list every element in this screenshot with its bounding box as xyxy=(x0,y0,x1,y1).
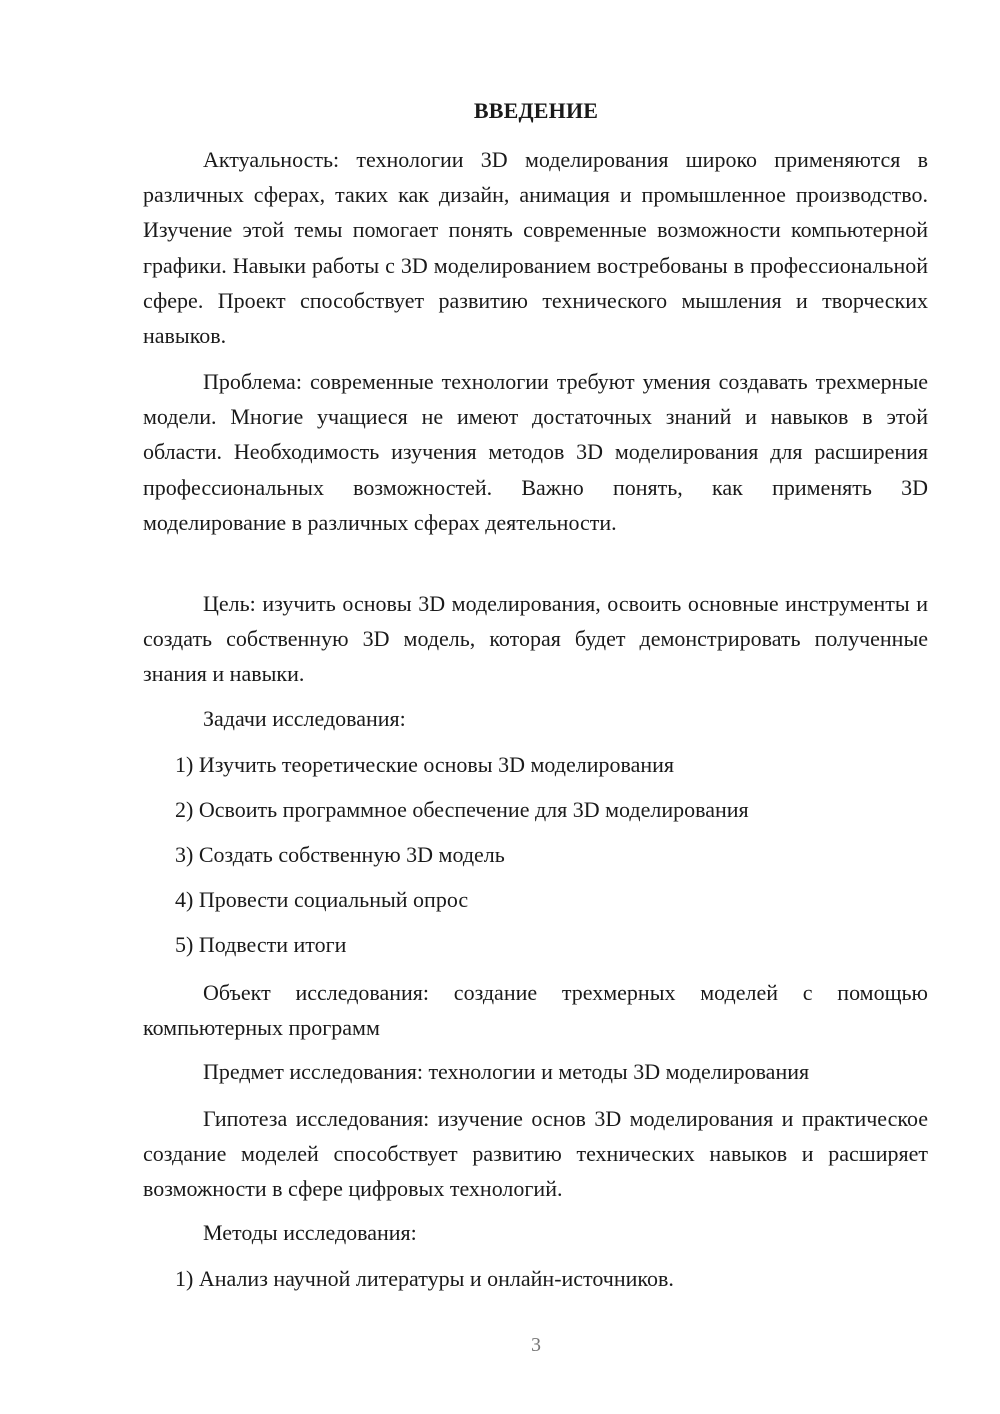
section-heading: ВВЕДЕНИЕ xyxy=(473,98,599,123)
task-item-5: 5) Подвести итоги xyxy=(175,932,347,957)
relevance-paragraph xyxy=(143,142,928,353)
object-text: Объект исследования: создание трехмерных моделей с помощью компьютерных программ xyxy=(143,980,928,1041)
problem-text: Проблема: современные технологии требуют умения создавать трехмерные модели. Многие учащиеся не имеют достаточных знаний и навыков в этой области. Необходимость изучения методов 3D моделирования для расширения профессиональных возможностей. Важно понять, как применять 3D моделирование в различных сферах деятельности. xyxy=(143,369,928,535)
tasks-title: Задачи исследования: xyxy=(203,706,406,731)
goal-text: Цель: изучить основы 3D моделирования, освоить основные инструменты и создать собственную 3D модель, которая будет демонстрировать полученные знания и навыки. xyxy=(143,591,928,687)
hypothesis-paragraph xyxy=(143,1101,928,1207)
object-paragraph xyxy=(143,975,928,1045)
task-item-3: 3) Создать собственную 3D модель xyxy=(175,842,505,867)
methods-title: Методы исследования: xyxy=(203,1220,417,1245)
subject-line: Предмет исследования: технологии и методы 3D моделирования xyxy=(203,1059,810,1084)
page-number: 3 xyxy=(531,1334,541,1356)
hypothesis-text: Гипотеза исследования: изучение основ 3D моделирования и практическое создание моделей способствует развитию технических навыков и расширяет возможности в сфере цифровых технологий. xyxy=(143,1106,928,1202)
task-item-4: 4) Провести социальный опрос xyxy=(175,887,469,912)
relevance-text: Актуальность: технологии 3D моделирования широко применяются в различных сферах, таких как дизайн, анимация и промышленное производство. Изучение этой темы помогает понять современные возможности компьютерной графики. Навыки работы с 3D моделированием востребованы в профессиональной сфере. Проект способствует развитию технического мышления и творческих навыков. xyxy=(143,147,928,349)
goal-paragraph xyxy=(143,586,928,692)
problem-paragraph xyxy=(143,364,928,540)
method-item-1: 1) Анализ научной литературы и онлайн-источников. xyxy=(175,1266,674,1291)
task-item-2: 2) Освоить программное обеспечение для 3D моделирования xyxy=(175,797,749,822)
task-item-1: 1) Изучить теоретические основы 3D моделирования xyxy=(175,752,674,777)
